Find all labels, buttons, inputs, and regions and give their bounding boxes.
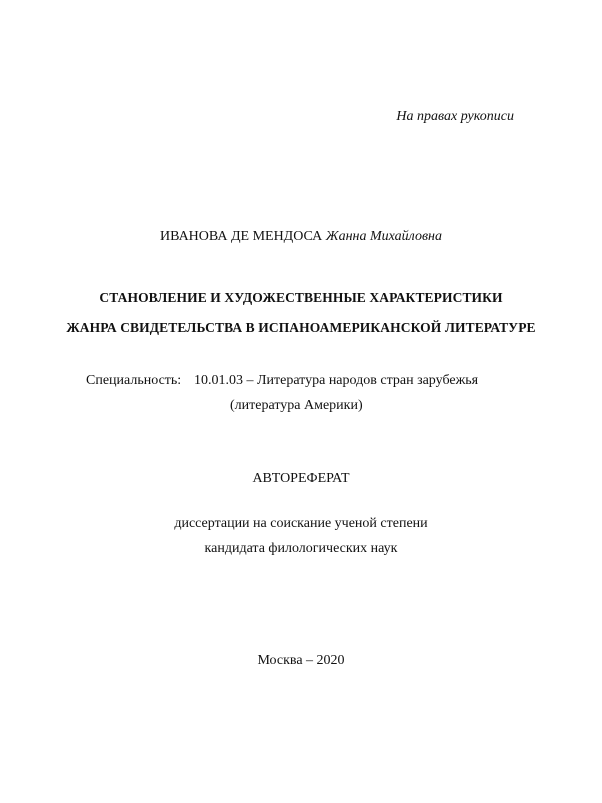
document-type: АВТОРЕФЕРАТ bbox=[252, 471, 350, 486]
specialty-label: Специальность: bbox=[86, 373, 182, 388]
author-given-names: Жанна Михайловна bbox=[325, 229, 442, 244]
city-year: Москва – 2020 bbox=[257, 653, 345, 668]
title-line-2: ЖАНРА СВИДЕТЕЛЬСТВА В ИСПАНОАМЕРИКАНСКОЙ ЛИТЕРАТУРЕ bbox=[66, 320, 536, 335]
author-surname: ИВАНОВА ДЕ МЕНДОСА bbox=[160, 229, 323, 244]
rights-note: На правах рукописи bbox=[396, 109, 514, 124]
specialty-detail: (литература Америки) bbox=[230, 398, 363, 413]
purpose-line-1: диссертации на соискание ученой степени bbox=[174, 516, 428, 531]
author-name bbox=[0, 229, 602, 245]
title-line-1: СТАНОВЛЕНИЕ И ХУДОЖЕСТВЕННЫЕ ХАРАКТЕРИСТИКИ bbox=[99, 290, 503, 305]
purpose-line-2: кандидата филологических наук bbox=[204, 541, 398, 556]
specialty-code: 10.01.03 – Литература народов стран зарубежья bbox=[194, 373, 479, 388]
